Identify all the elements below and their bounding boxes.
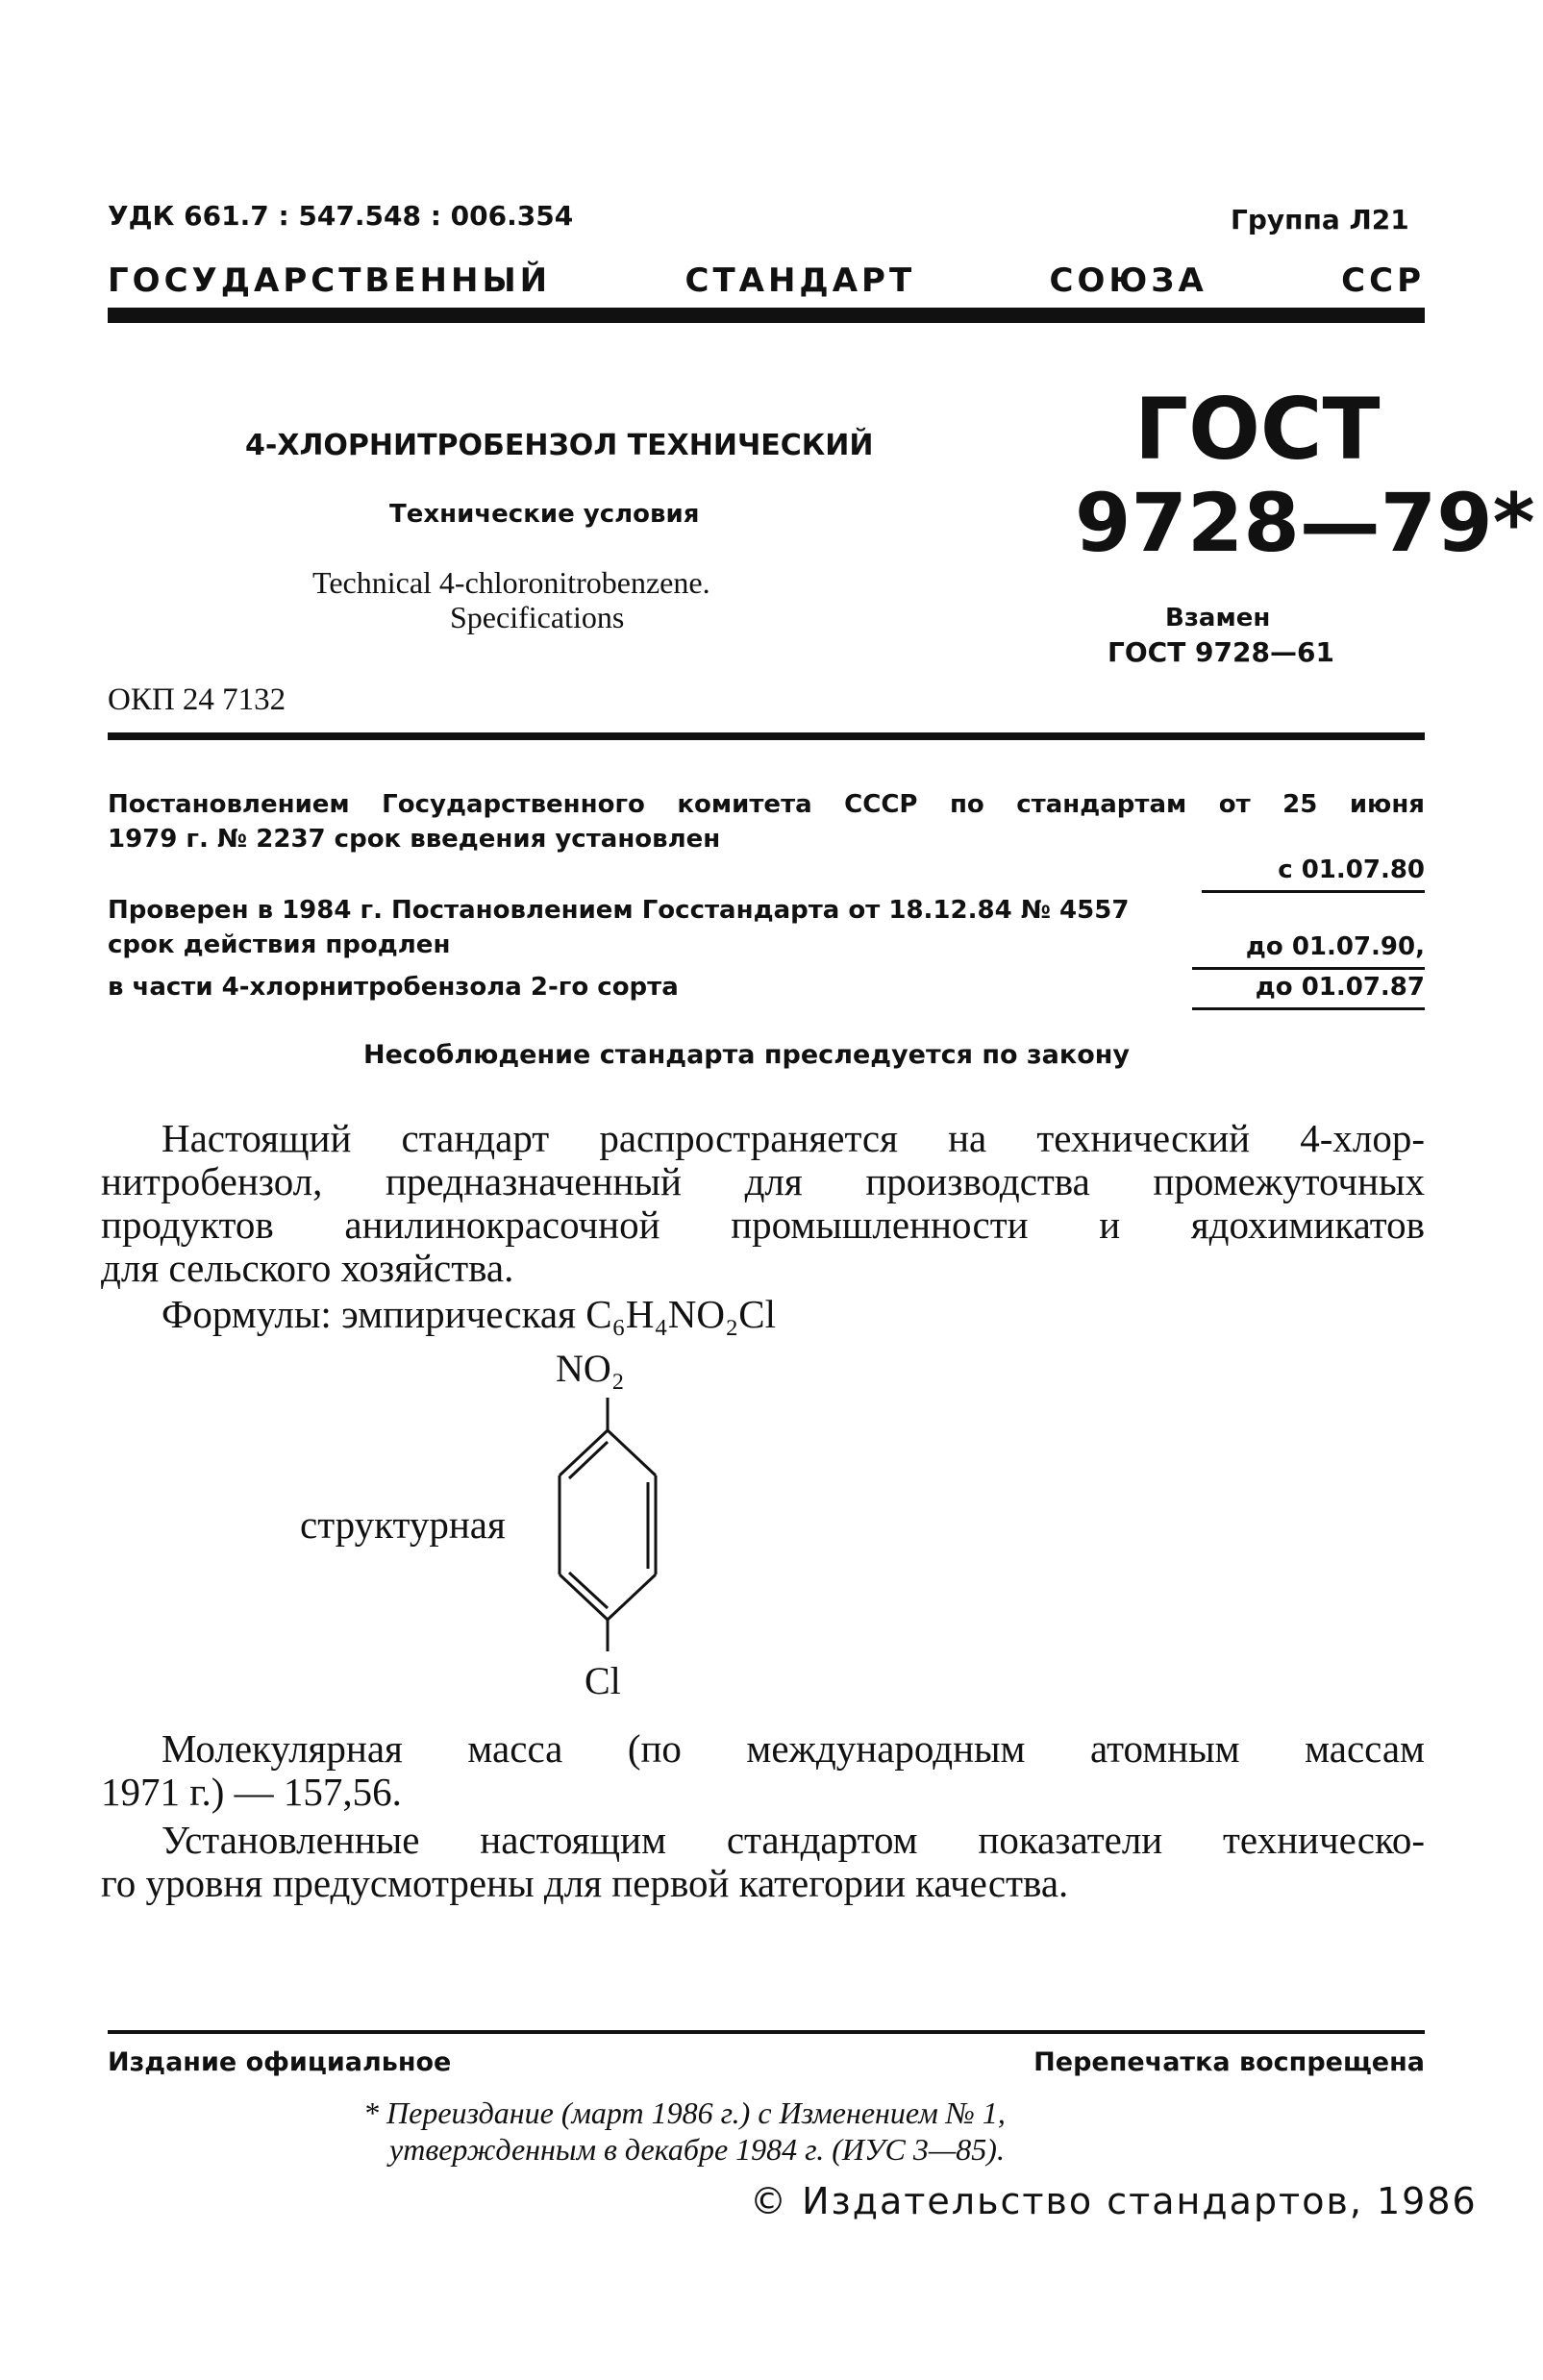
date-introduction: с 01.07.80 (1278, 855, 1425, 884)
structural-label: структурная (300, 1502, 506, 1547)
header-thick-rule (108, 308, 1425, 323)
gost-label: ГОСТ (1134, 380, 1381, 479)
product-subtitle: Технические условия (389, 500, 700, 529)
chlorine-label: Cl (585, 1659, 621, 1702)
reissue-note-line1: * Переиздание (март 1986 г.) с Изменением № 1, (363, 2095, 1006, 2130)
date-grade2: до 01.07.87 (1255, 973, 1425, 1002)
publisher-copyright: © Издательство стандартов, 1986 (750, 2180, 1478, 2222)
legal-warning: Несоблюдение стандарта преследуется по закону (363, 1040, 1131, 1070)
reprint-prohibited: Перепечатка воспрещена (1033, 2047, 1425, 2077)
decree-line2: 1979 г. № 2237 срок введения установлен (108, 825, 721, 854)
date-grade2-rule (1192, 1007, 1425, 1010)
molar-mass-line2: 1971 г.) — 157,56. (101, 1770, 402, 1814)
empirical-formula: Формулы: эмпирическая C₆H₄NO₂Cl (162, 1292, 777, 1336)
standard-banner: ГОСУДАРСТВЕННЫЙ СТАНДАРТ СОЮЗА ССР (108, 261, 1425, 300)
intro-paragraph-line1: Настоящий стандарт распространяется на технический 4-хлор- (162, 1116, 1425, 1160)
quality-line2: го уровня предусмотрены для первой категории качества. (101, 1861, 1069, 1905)
decree-line5: в части 4-хлорнитробензола 2-го сорта (108, 973, 679, 1002)
decree-line1: Постановлением Государственного комитета СССР по стандартам от 25 июня (108, 790, 1425, 819)
official-edition: Издание официальное (108, 2047, 452, 2077)
quality-line1: Установленные настоящим стандартом показатели техническо- (162, 1818, 1425, 1862)
intro-paragraph-line3: продуктов анилинокрасочной промышленности и ядохимикатов (101, 1202, 1425, 1247)
decree-line4: срок действия продлен (108, 930, 451, 959)
english-title-line2: Specifications (450, 600, 625, 634)
replaces-number: ГОСТ 9728—61 (1107, 636, 1334, 668)
english-title-line1: Technical 4-chloronitrobenzene. (312, 565, 710, 600)
replaces-label: Взамен (1165, 604, 1271, 632)
intro-paragraph-line2: нитробензол, предназначенный для производства промежуточных (101, 1159, 1425, 1203)
nitro-group-label: NO₂ (556, 1347, 625, 1390)
title-rule (108, 732, 1425, 740)
okp-code: ОКП 24 7132 (108, 682, 286, 717)
date-introduction-rule (1202, 890, 1425, 893)
group-code: Группа Л21 (1231, 204, 1409, 236)
product-name: 4-ХЛОРНИТРОБЕНЗОЛ ТЕХНИЧЕСКИЙ (245, 429, 874, 462)
date-extended: до 01.07.90, (1245, 932, 1425, 961)
intro-paragraph-line4: для сельского хозяйства. (101, 1246, 514, 1290)
date-extended-rule (1192, 967, 1425, 970)
reissue-note-line2: утвержденным в декабре 1984 г. (ИУС 3—85). (389, 2132, 1005, 2167)
gost-number: 9728—79* (1075, 476, 1535, 570)
molar-mass-line1: Молекулярная масса (по международным атомным массам (162, 1726, 1425, 1771)
udk-code: УДК 661.7 : 547.548 : 006.354 (108, 200, 574, 232)
benzene-ring-diagram (538, 1394, 673, 1663)
footer-rule (108, 2030, 1425, 2034)
decree-line3: Проверен в 1984 г. Постановлением Госстандарта от 18.12.84 № 4557 (108, 896, 1130, 925)
